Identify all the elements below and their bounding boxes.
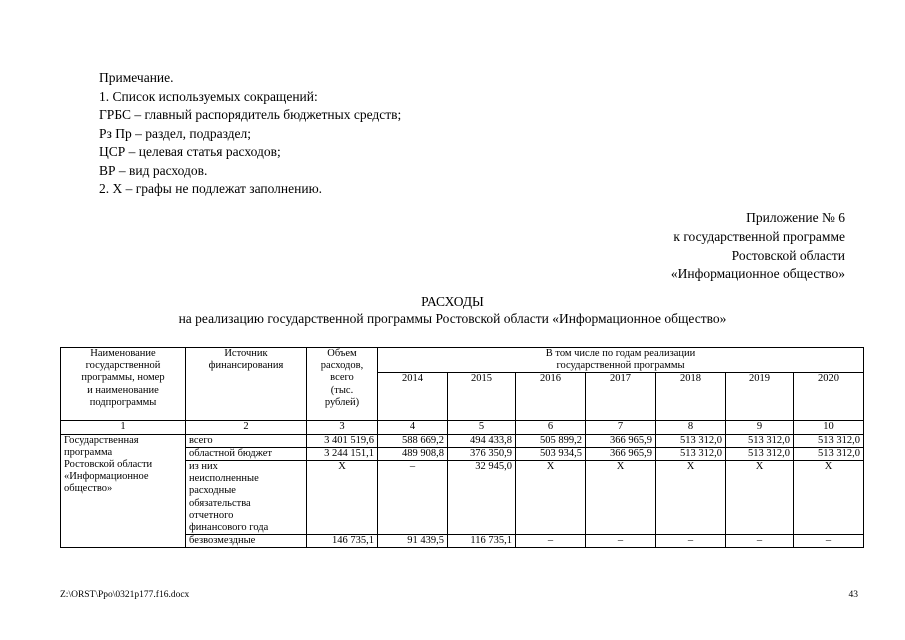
note-line: Рз Пр – раздел, подраздел; bbox=[99, 125, 252, 141]
column-number-row bbox=[61, 421, 864, 434]
value-cell: 146 735,1 bbox=[307, 535, 378, 548]
appendix-header bbox=[671, 209, 845, 284]
cell-line: Наименование bbox=[90, 348, 156, 359]
cell-line: расходные bbox=[189, 485, 236, 497]
document-title bbox=[0, 293, 905, 327]
value-cell: 494 433,8 bbox=[448, 434, 516, 447]
header-source-cell bbox=[186, 348, 307, 421]
header-year-cell: 2020 bbox=[794, 373, 864, 421]
value-cell: 366 965,9 bbox=[586, 447, 656, 460]
cell-line: областной бюджет bbox=[189, 447, 272, 459]
column-number-cell: 1 bbox=[61, 421, 186, 434]
cell-line: «Информационное bbox=[64, 471, 149, 483]
cell-line: общество» bbox=[64, 483, 113, 495]
value-cell: 3 401 519,6 bbox=[307, 434, 378, 447]
value-cell: 513 312,0 bbox=[726, 447, 794, 460]
value-cell: – bbox=[516, 535, 586, 548]
cell-line: неисполненные bbox=[189, 473, 259, 485]
cell-line: программа bbox=[64, 446, 113, 458]
source-cell bbox=[186, 447, 307, 460]
header-row bbox=[61, 348, 864, 373]
value-cell: 513 312,0 bbox=[794, 434, 864, 447]
header-year-cell: 2018 bbox=[656, 373, 726, 421]
header-year-cell: 2017 bbox=[586, 373, 656, 421]
cell-line: финансового года bbox=[189, 522, 269, 534]
column-number-cell: 6 bbox=[516, 421, 586, 434]
program-name-cell bbox=[61, 434, 186, 548]
value-cell: Х bbox=[307, 461, 378, 535]
value-cell: – bbox=[656, 535, 726, 548]
footer-file-path: Z:\ORST\Ppo\0321p177.f16.docx bbox=[60, 590, 190, 600]
note-block bbox=[99, 69, 401, 199]
cell-line: из них bbox=[189, 461, 218, 473]
note-line: ЦСР – целевая статья расходов; bbox=[99, 144, 281, 159]
value-cell: 116 735,1 bbox=[448, 535, 516, 548]
title-main: РАСХОДЫ bbox=[421, 294, 484, 309]
value-cell: 588 669,2 bbox=[378, 434, 448, 447]
column-number-cell: 4 bbox=[378, 421, 448, 434]
header-year-cell: 2015 bbox=[448, 373, 516, 421]
note-line: 2. Х – графы не подлежат заполнению. bbox=[99, 181, 323, 196]
cell-line: (тыс. bbox=[330, 384, 354, 396]
header-volume-cell bbox=[307, 348, 378, 421]
appendix-line: Приложение № 6 bbox=[746, 210, 845, 225]
cell-line: государственной программы bbox=[556, 360, 685, 372]
cell-line: Объем bbox=[327, 348, 357, 359]
cell-line: Источник bbox=[224, 348, 268, 359]
cell-line: обязательства bbox=[189, 497, 251, 509]
header-years-group-cell bbox=[378, 348, 864, 373]
value-cell: Х bbox=[586, 461, 656, 535]
cell-line: Государственная bbox=[64, 434, 139, 446]
cell-line: расходов, bbox=[320, 360, 364, 372]
value-cell: 91 439,5 bbox=[378, 535, 448, 548]
column-number-cell: 10 bbox=[794, 421, 864, 434]
column-number-cell: 3 bbox=[307, 421, 378, 434]
value-cell: – bbox=[586, 535, 656, 548]
value-cell: 513 312,0 bbox=[726, 434, 794, 447]
note-line: Примечание. bbox=[99, 70, 174, 85]
expenses-table bbox=[60, 347, 864, 548]
column-number-cell: 7 bbox=[586, 421, 656, 434]
title-sub: на реализацию государственной программы Ростовской области «Информационное общество» bbox=[178, 311, 727, 326]
value-cell: Х bbox=[656, 461, 726, 535]
value-cell: 513 312,0 bbox=[794, 447, 864, 460]
value-cell: 503 934,5 bbox=[516, 447, 586, 460]
cell-line: и наименование bbox=[87, 384, 159, 396]
header-year-cell: 2016 bbox=[516, 373, 586, 421]
footer-page-number: 43 bbox=[848, 590, 858, 600]
value-cell: 3 244 151,1 bbox=[307, 447, 378, 460]
value-cell: 376 350,9 bbox=[448, 447, 516, 460]
appendix-line: Ростовской области bbox=[731, 247, 845, 263]
value-cell: 513 312,0 bbox=[656, 447, 726, 460]
cell-line: Ростовской области bbox=[64, 459, 153, 471]
cell-line: В том числе по годам реализации bbox=[545, 348, 696, 359]
value-cell: 505 899,2 bbox=[516, 434, 586, 447]
cell-line: подпрограммы bbox=[89, 396, 157, 408]
appendix-line: к государственной программе bbox=[673, 228, 845, 244]
cell-line: финансирования bbox=[208, 360, 284, 372]
value-cell: – bbox=[378, 461, 448, 535]
note-line: ВР – вид расходов. bbox=[99, 162, 208, 178]
source-cell bbox=[186, 461, 307, 535]
cell-line: всего bbox=[189, 434, 213, 446]
value-cell: 32 945,0 bbox=[448, 461, 516, 535]
table-row bbox=[61, 434, 864, 447]
source-cell bbox=[186, 535, 307, 548]
cell-line: всего bbox=[330, 372, 354, 384]
note-line: ГРБС – главный распорядитель бюджетных средств; bbox=[99, 107, 402, 122]
cell-line: государственной bbox=[85, 360, 161, 372]
value-cell: 513 312,0 bbox=[656, 434, 726, 447]
note-line: 1. Список используемых сокращений: bbox=[99, 88, 318, 104]
cell-line: отчетного bbox=[189, 509, 234, 521]
cell-line: безвозмездные bbox=[189, 535, 256, 547]
value-cell: – bbox=[794, 535, 864, 548]
value-cell: Х bbox=[516, 461, 586, 535]
header-year-cell: 2019 bbox=[726, 373, 794, 421]
cell-line: рублей) bbox=[324, 396, 360, 408]
value-cell: – bbox=[726, 535, 794, 548]
appendix-line: «Информационное общество» bbox=[670, 266, 845, 282]
column-number-cell: 9 bbox=[726, 421, 794, 434]
value-cell: 366 965,9 bbox=[586, 434, 656, 447]
value-cell: Х bbox=[794, 461, 864, 535]
value-cell: Х bbox=[726, 461, 794, 535]
cell-line: программы, номер bbox=[81, 372, 165, 384]
column-number-cell: 2 bbox=[186, 421, 307, 434]
value-cell: 489 908,8 bbox=[378, 447, 448, 460]
column-number-cell: 8 bbox=[656, 421, 726, 434]
column-number-cell: 5 bbox=[448, 421, 516, 434]
header-year-cell: 2014 bbox=[378, 373, 448, 421]
header-name-cell bbox=[61, 348, 186, 421]
source-cell bbox=[186, 434, 307, 447]
